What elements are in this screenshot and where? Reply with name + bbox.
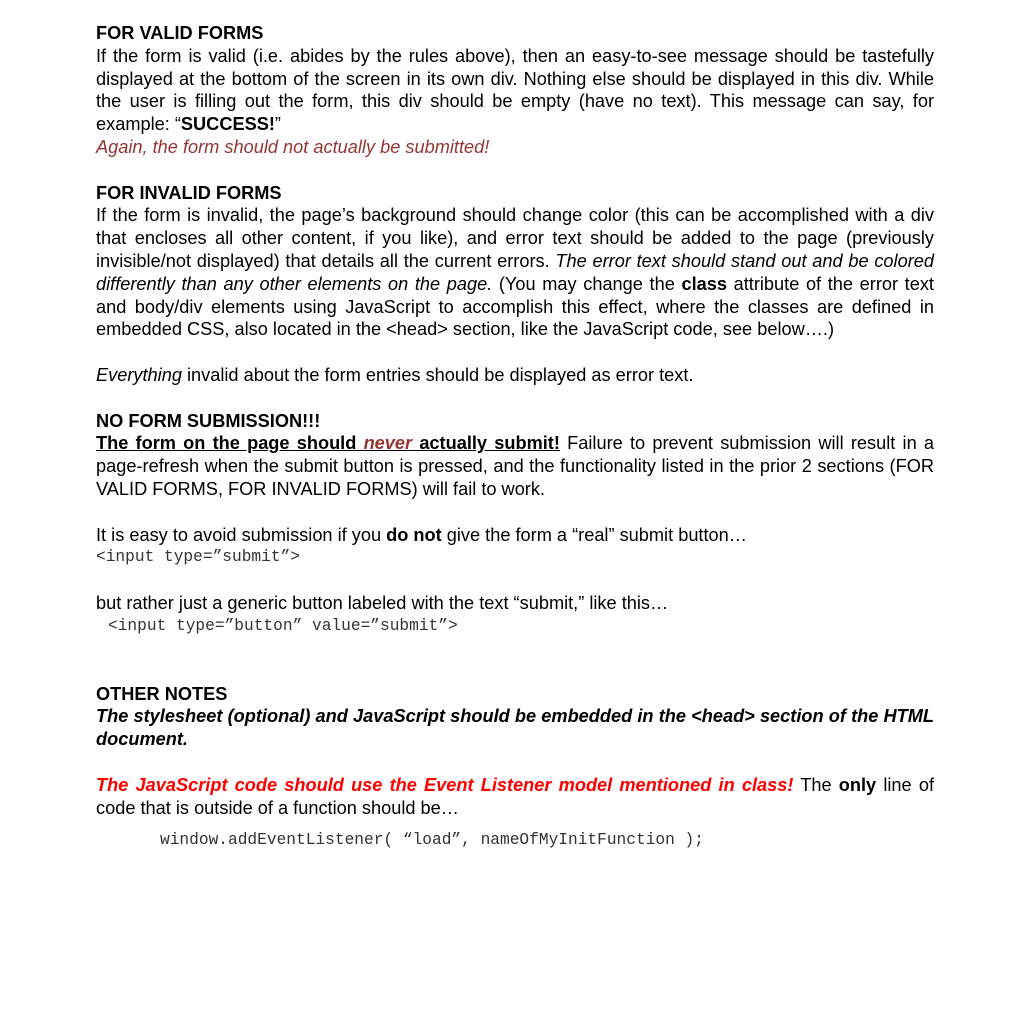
valid-forms-close-quote: ” — [274, 114, 281, 135]
never-submit-warning — [96, 433, 560, 453]
submit-input-code: <input type=”submit”> — [96, 548, 300, 567]
invalid-forms-section — [96, 182, 934, 387]
never-submit-text-1: The form on the page should — [96, 433, 364, 454]
invalid-forms-paragraph — [96, 204, 934, 341]
invalid-forms-text-end: attribute of the error text and body/div elements using JavaScript to accomplish this effect, where the classes are defined in embedded CSS, also located in the <head> section, like the JavaScript code, see below….) — [96, 273, 934, 340]
no-submission-section — [96, 410, 934, 638]
valid-forms-text: If the form is valid (i.e. abides by the rules above), then an easy-to-see message should be tastefully displayed at the bottom of the screen in its own div. Nothing else should be displayed in this div. While the user is filling out the form, this div should be empty (have no text). This message can say, for example: “ — [96, 45, 934, 135]
add-event-listener-code: window.addEventListener( “load”, nameOfMyInitFunction ); — [160, 831, 704, 850]
everything-emphasis: Everything — [96, 364, 182, 385]
everything-invalid-text: invalid about the form entries should be displayed as error text. — [181, 364, 694, 385]
never-word: never — [363, 433, 420, 454]
avoid-submission-paragraph — [96, 524, 934, 547]
never-submit-text-2: actually submit! — [419, 433, 560, 454]
avoid-submission-text-end: give the form a “real” submit button… — [441, 524, 747, 545]
event-listener-text-mid: The — [793, 774, 839, 795]
event-listener-paragraph — [96, 774, 934, 820]
success-example: SUCCESS! — [180, 114, 275, 135]
generic-button-paragraph: but rather just a generic button labeled with the text “submit,” like this… — [96, 592, 669, 613]
valid-forms-paragraph — [96, 45, 934, 136]
invalid-forms-heading: FOR INVALID FORMS — [96, 182, 282, 203]
other-notes-section — [96, 683, 934, 853]
invalid-forms-text-mid: (You may change the — [492, 273, 682, 294]
embedded-note: The stylesheet (optional) and JavaScript should be embedded in the <head> section of the HTML document. — [96, 706, 934, 750]
no-submission-heading: NO FORM SUBMISSION!!! — [96, 410, 321, 431]
valid-forms-heading: FOR VALID FORMS — [96, 23, 264, 43]
class-keyword: class — [681, 273, 727, 294]
document-page — [96, 22, 934, 852]
other-notes-heading: OTHER NOTES — [96, 683, 228, 704]
valid-forms-section — [96, 22, 934, 159]
only-keyword: only — [838, 774, 877, 795]
event-listener-requirement: The JavaScript code should use the Event Listener model mentioned in class! — [96, 774, 794, 795]
event-listener-text-end: line of code that is outside of a function should be… — [96, 774, 934, 818]
do-not-keyword: do not — [386, 524, 442, 545]
button-input-code: <input type=”button” value=”submit”> — [108, 616, 458, 635]
valid-forms-note: Again, the form should not actually be submitted! — [96, 136, 490, 157]
no-submission-paragraph — [96, 432, 934, 500]
no-submission-text: Failure to prevent submission will result in a page-refresh when the submit button is pressed, and the functionality listed in the prior 2 sections (FOR VALID FORMS, FOR INVALID FORMS) will fail to work. — [96, 433, 935, 499]
everything-invalid-paragraph — [96, 364, 934, 387]
invalid-forms-text: If the form is invalid, the page’s background should change color (this can be accomplished with a div that encloses all other content, if you like), and error text should be added to the page (previously invisible/not displayed) that details all the current errors. — [96, 205, 934, 271]
avoid-submission-text: It is easy to avoid submission if you — [96, 524, 387, 545]
invalid-forms-emphasis: The error text should stand out and be colored differently than any other elements on the page. — [96, 250, 934, 294]
